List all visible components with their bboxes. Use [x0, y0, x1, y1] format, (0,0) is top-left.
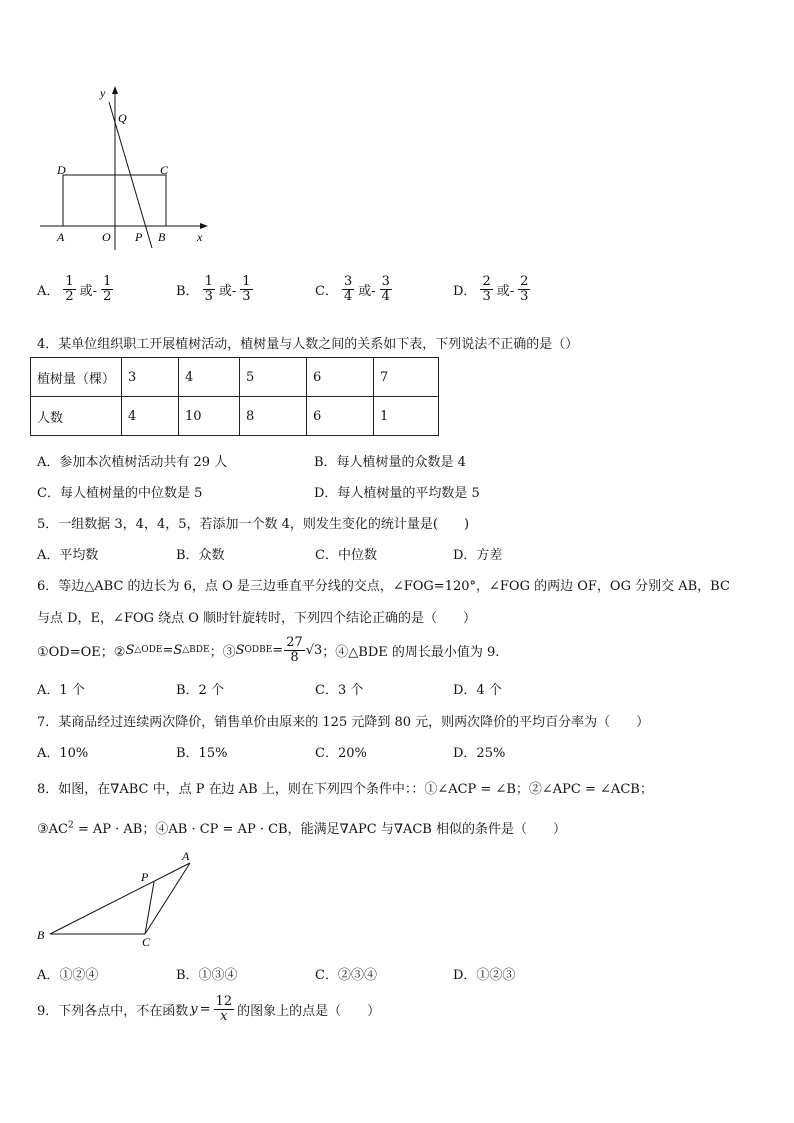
function-y: y	[190, 1001, 198, 1017]
area-subscript: △ODE	[134, 645, 163, 656]
q3-option-c[interactable]	[315, 275, 393, 303]
equals: =	[272, 642, 284, 658]
q4-stem: 4．某单位组织职工开展植树活动，植树量与人数之间的关系如下表，下列说法不正确的是（）	[37, 337, 579, 352]
fraction	[240, 275, 252, 303]
numerator: 3	[381, 274, 390, 289]
table-cell: 5	[240, 358, 307, 397]
numerator: 2	[520, 274, 529, 289]
figure-triangle	[30, 846, 210, 951]
sqrt-three: √3	[305, 642, 323, 658]
fraction	[203, 275, 215, 303]
conclusion-1: ①OD=OE；②	[37, 644, 126, 660]
label-p: P	[135, 230, 143, 244]
q6-stem-line2: 与点 D，E，∠FOG 绕点 O 顺时针旋转时，下列四个结论正确的是（ ）	[37, 611, 477, 626]
numerator: 3	[343, 274, 353, 289]
q4-table	[30, 357, 439, 436]
q8-option-c[interactable]: C．②③④	[315, 968, 377, 983]
denominator: 3	[242, 288, 251, 304]
denominator: 2	[65, 288, 74, 304]
label-y: y	[100, 86, 106, 100]
denominator: 8	[290, 649, 299, 665]
q3-option-a[interactable]	[37, 275, 114, 303]
conclusion-3: ；③	[209, 644, 236, 660]
option-letter: C．	[315, 283, 338, 299]
denominator: 3	[520, 288, 529, 304]
stem-text: 9．下列各点中，不在函数	[37, 1003, 189, 1019]
table-cell: 1	[374, 397, 439, 436]
label-a: A	[182, 849, 190, 863]
numerator: 1	[242, 274, 251, 289]
numerator: 27	[286, 635, 303, 650]
denominator: 4	[343, 288, 353, 304]
table-cell: 6	[307, 358, 374, 397]
denominator: 4	[381, 288, 390, 304]
q6-option-c[interactable]: C．3 个	[315, 683, 364, 698]
fraction	[480, 275, 492, 303]
q3-option-b[interactable]	[176, 275, 254, 303]
q6-conclusions	[37, 636, 499, 664]
label-c: C	[160, 163, 169, 177]
denominator: 3	[482, 288, 491, 304]
q6-option-d[interactable]: D．4 个	[453, 683, 502, 698]
condition-4: = AP · AB；④AB · CP = AP · CB，能满足∇APC 与∇ACB 相似的条件是（ ）	[73, 822, 566, 837]
q7-stem: 7．某商品经过连续两次降价，销售单价由原来的 125 元降到 80 元，则两次降价的平均百分率为（ ）	[37, 715, 650, 730]
area-symbol: S	[125, 642, 135, 658]
denominator: 2	[103, 288, 112, 304]
q8-option-d[interactable]: D．①②③	[453, 968, 516, 983]
q5-option-c[interactable]: C．中位数	[315, 548, 377, 563]
separator: 或-	[358, 283, 376, 299]
segment-ca	[145, 863, 190, 934]
label-b: B	[37, 928, 45, 942]
option-letter: B．	[176, 283, 199, 299]
table-cell: 10	[179, 397, 240, 436]
q7-option-d[interactable]: D．25%	[453, 746, 506, 761]
exponent: 2	[68, 820, 74, 831]
table-cell: 3	[122, 358, 179, 397]
fraction	[284, 636, 305, 664]
table-cell: 4	[122, 397, 179, 436]
label-p: P	[141, 870, 149, 884]
conclusion-4: ；④△BDE 的周长最小值为 9.	[322, 644, 500, 660]
label-c: C	[142, 935, 151, 949]
q3-option-d[interactable]	[453, 275, 531, 303]
option-letter: A．	[37, 283, 60, 299]
label-q: Q	[118, 111, 127, 125]
q6-stem-line1: 6．等边△ABC 的边长为 6，点 O 是三边垂直平分线的交点，∠FOG=120°，∠FOG 的两边 OF，OG 分别交 AB，BC	[37, 579, 730, 594]
numerator: 1	[103, 274, 112, 289]
equals: =	[162, 642, 174, 658]
q4-option-b[interactable]: B．每人植树量的众数是 4	[314, 455, 466, 470]
q8-stem-line1: 8．如图，在∇ABC 中，点 P 在边 AB 上，则在下列四个条件中：：①∠ACP = ∠B；②∠APC = ∠ACB；	[37, 782, 653, 797]
table-row	[31, 358, 439, 397]
table-cell: 人数	[31, 397, 122, 436]
table-cell: 8	[240, 397, 307, 436]
x-axis-arrow	[200, 223, 208, 229]
q7-option-c[interactable]: C．20%	[315, 746, 367, 761]
area-symbol: S	[173, 642, 183, 658]
denominator: x	[220, 1008, 228, 1024]
numerator: 1	[65, 274, 74, 289]
fraction	[214, 995, 235, 1023]
segment-ba	[50, 863, 190, 934]
denominator: 3	[204, 288, 213, 304]
label-o: O	[102, 230, 111, 244]
fraction	[342, 275, 354, 303]
q6-option-a[interactable]: A．1 个	[37, 683, 85, 698]
q5-option-b[interactable]: B．众数	[176, 548, 225, 563]
numerator: 2	[482, 274, 491, 289]
table-cell: 6	[307, 397, 374, 436]
area-subscript: △BDE	[182, 645, 210, 656]
label-d: D	[57, 163, 66, 177]
q4-option-d[interactable]: D．每人植树量的平均数是 5	[314, 486, 480, 501]
equals: =	[199, 1001, 211, 1017]
numerator: 1	[204, 274, 213, 289]
numerator: 12	[215, 994, 233, 1009]
area-subscript: ODBE	[244, 645, 273, 656]
q5-option-d[interactable]: D．方差	[453, 548, 503, 563]
label-a: A	[57, 230, 65, 244]
area-symbol: S	[235, 642, 245, 658]
condition-3: ③AC	[37, 822, 68, 837]
q4-option-c[interactable]: C．每人植树量的中位数是 5	[37, 486, 203, 501]
table-cell: 植树量（棵）	[31, 358, 122, 397]
q7-option-a[interactable]: A．10%	[37, 746, 89, 761]
separator: 或-	[218, 283, 237, 299]
q8-option-b[interactable]: B．①③④	[176, 968, 238, 983]
figure-coordinate-diagram	[30, 80, 230, 255]
label-b: B	[158, 230, 166, 244]
option-letter: D．	[453, 283, 477, 299]
fraction	[101, 275, 113, 303]
q4-option-a[interactable]: A．参加本次植树活动共有 29 人	[37, 455, 228, 470]
q7-option-b[interactable]: B．15%	[176, 746, 228, 761]
stem-text: 的图象上的点是（ ）	[237, 1003, 381, 1019]
table-cell: 4	[179, 358, 240, 397]
separator: 或-	[496, 283, 515, 299]
y-axis-arrow	[112, 86, 118, 94]
fraction	[63, 275, 75, 303]
q5-option-a[interactable]: A．平均数	[37, 548, 99, 563]
q8-stem-line2	[37, 818, 566, 837]
q5-stem: 5．一组数据 3，4，4，5，若添加一个数 4，则发生变化的统计量是( )	[37, 517, 470, 532]
table-row	[31, 397, 439, 436]
fraction	[518, 275, 530, 303]
table-cell: 7	[374, 358, 439, 397]
q8-option-a[interactable]: A．①②④	[37, 968, 99, 983]
label-x: x	[197, 230, 203, 244]
fraction	[380, 275, 392, 303]
q9-stem	[37, 995, 380, 1023]
separator: 或-	[79, 283, 98, 299]
q6-option-b[interactable]: B．2 个	[176, 683, 224, 698]
